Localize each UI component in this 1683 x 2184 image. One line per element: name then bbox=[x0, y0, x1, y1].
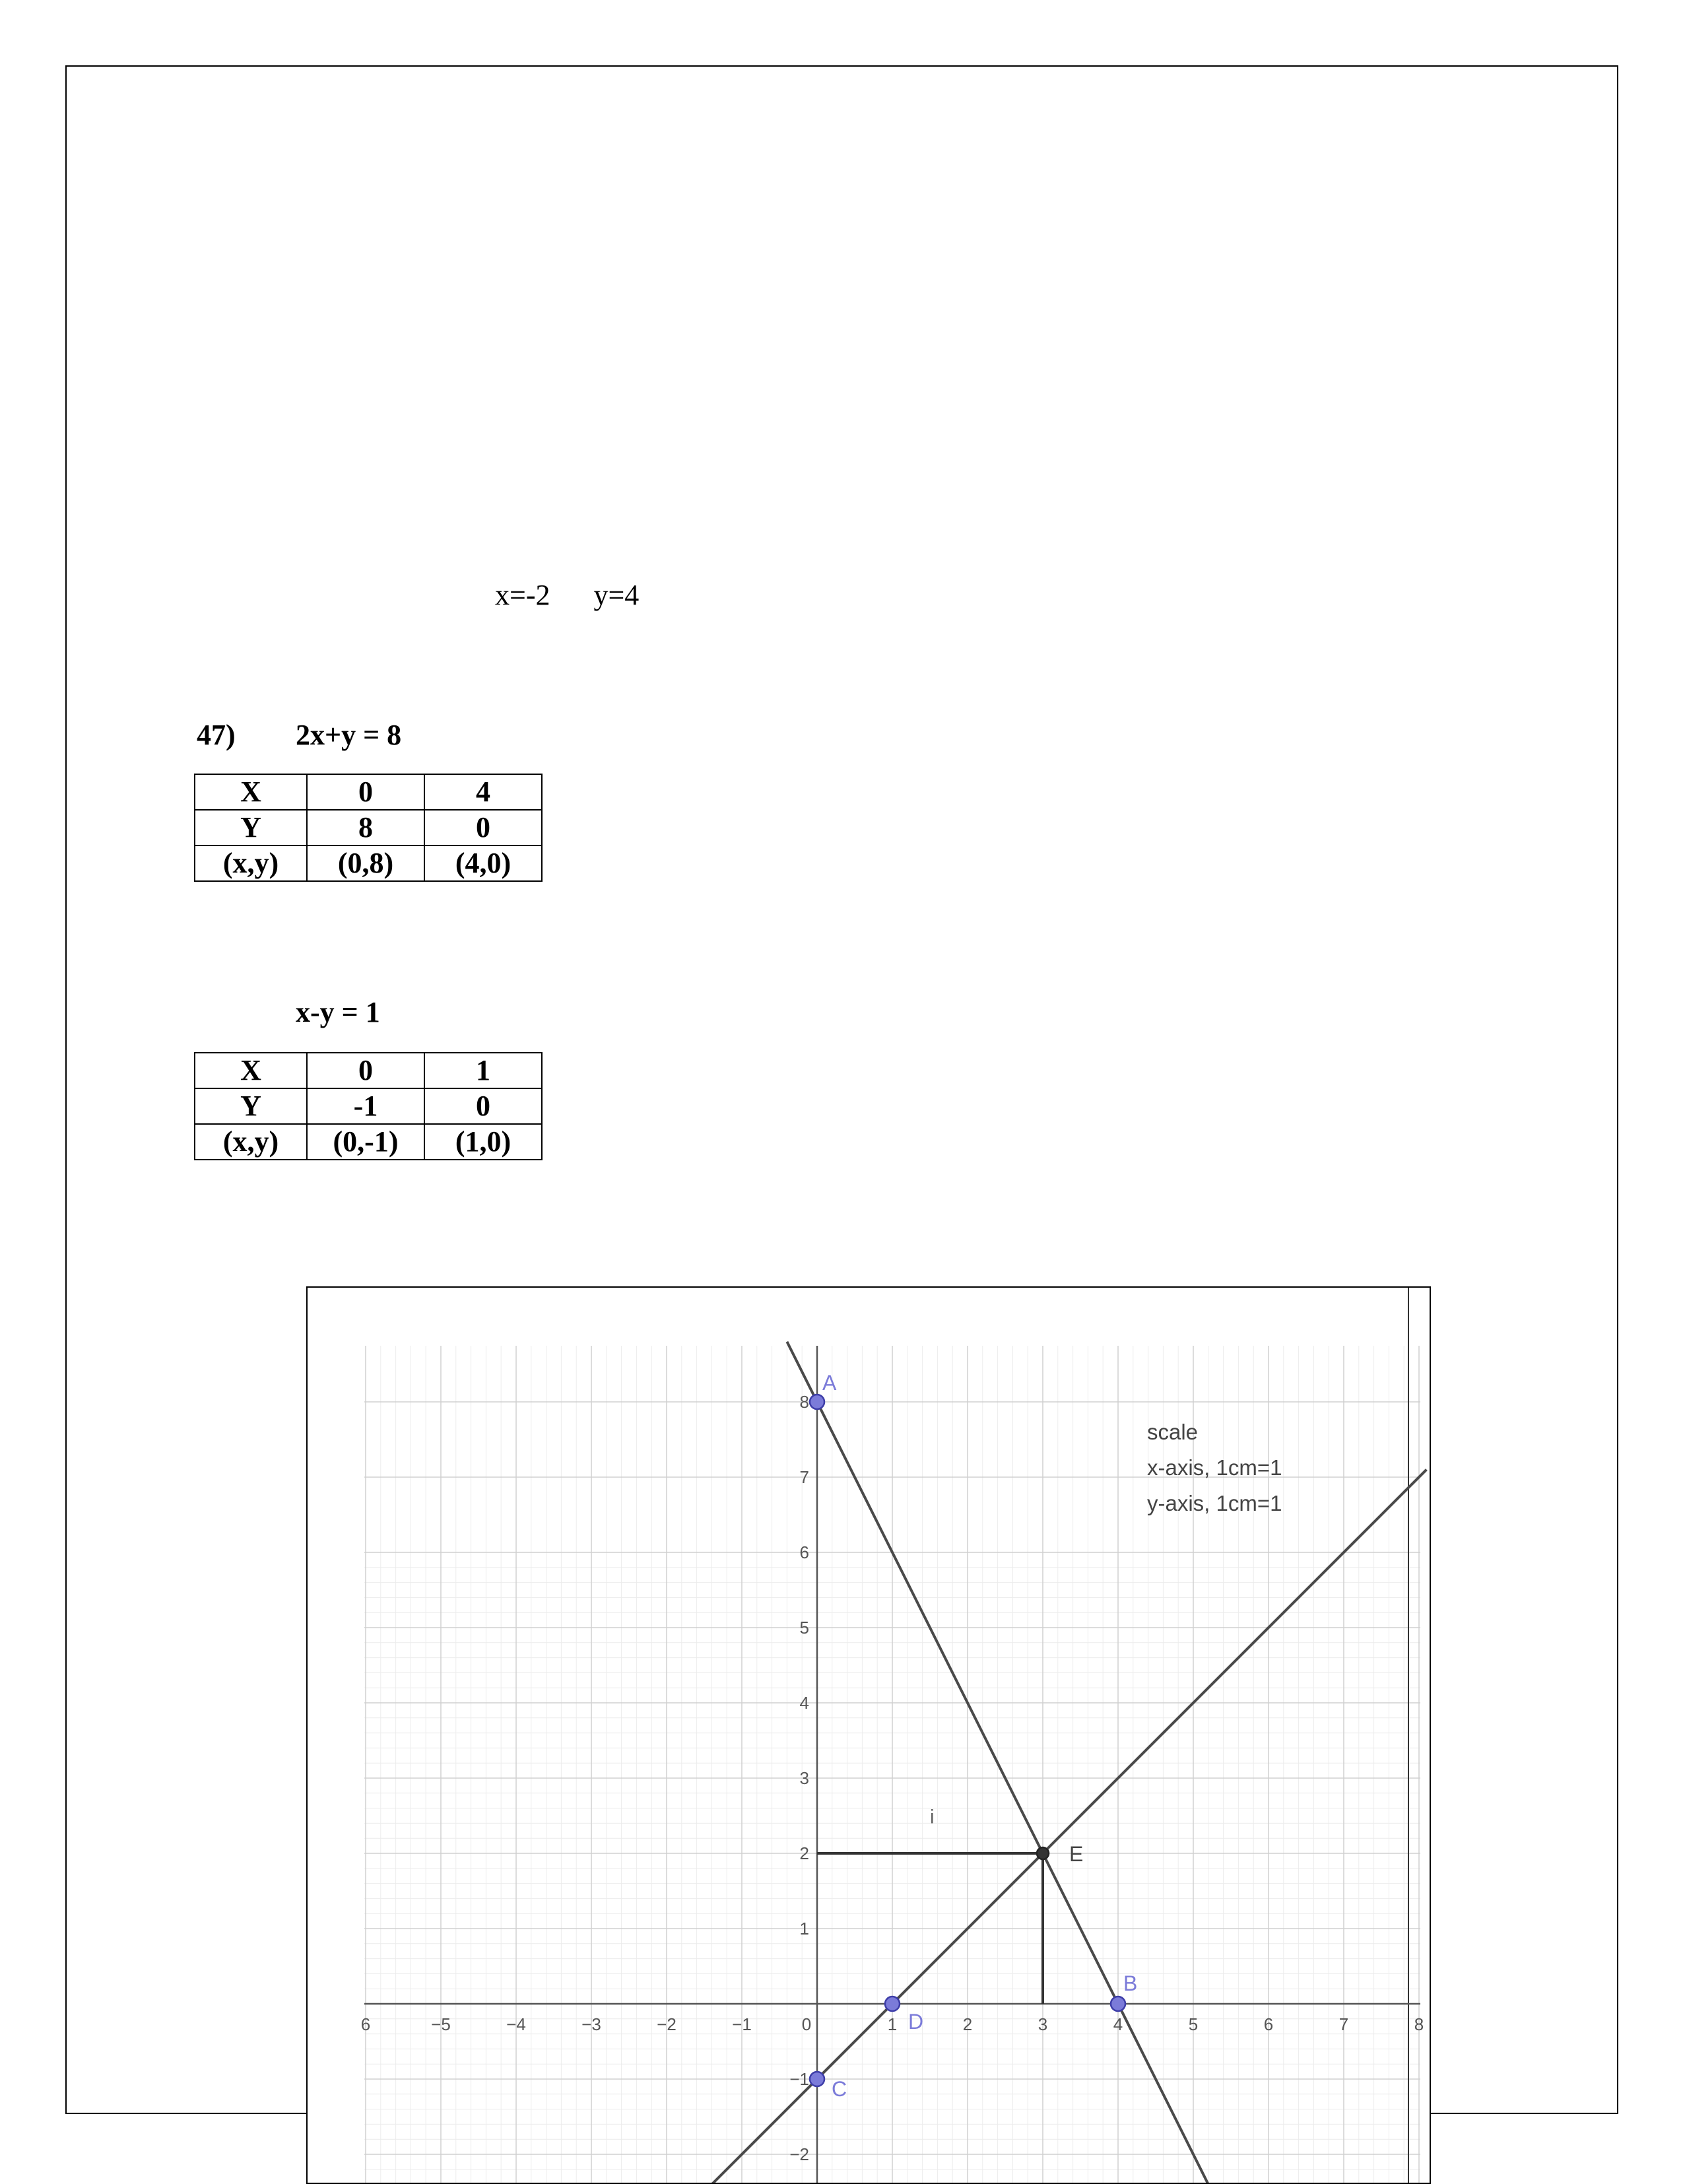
answer-x: x=-2 bbox=[495, 579, 550, 611]
segment-label: i bbox=[930, 1806, 935, 1828]
x-tick-label: −1 bbox=[732, 2014, 752, 2034]
table-cell: 0 bbox=[424, 1088, 542, 1124]
x-tick-label: 2 bbox=[962, 2014, 973, 2034]
point-label-a: A bbox=[822, 1371, 837, 1395]
table-cell: 1 bbox=[424, 1053, 542, 1088]
x-tick-label: −4 bbox=[506, 2014, 526, 2034]
y-tick-label: 2 bbox=[799, 1843, 809, 1863]
table-cell: (x,y) bbox=[195, 845, 307, 881]
table-cell: 0 bbox=[307, 1053, 424, 1088]
table-cell: 0 bbox=[307, 774, 424, 810]
graph-figure bbox=[306, 1286, 1431, 2184]
table-cell: (0,-1) bbox=[307, 1124, 424, 1160]
table-cell: (4,0) bbox=[424, 845, 542, 881]
table-cell: X bbox=[195, 774, 307, 810]
equation-1: 2x+y = 8 bbox=[296, 719, 402, 751]
x-tick-label: −5 bbox=[431, 2014, 451, 2034]
table-row bbox=[195, 774, 542, 810]
y-tick-label: 4 bbox=[799, 1693, 809, 1713]
y-tick-label: 1 bbox=[799, 1919, 809, 1938]
y-tick-label: 8 bbox=[799, 1392, 809, 1412]
values-table-1 bbox=[194, 774, 543, 882]
answer-y: y=4 bbox=[593, 579, 640, 611]
scale-note-line: x-axis, 1cm=1 bbox=[1147, 1455, 1282, 1480]
x-tick-label: 8 bbox=[1414, 2014, 1424, 2034]
table-cell: Y bbox=[195, 810, 307, 845]
scale-note-line: scale bbox=[1147, 1420, 1199, 1444]
x-tick-label: 7 bbox=[1338, 2014, 1349, 2034]
x-tick-label: 6 bbox=[360, 2014, 371, 2034]
table-cell: (x,y) bbox=[195, 1124, 307, 1160]
point-d bbox=[885, 1997, 900, 2011]
table-row bbox=[195, 1088, 542, 1124]
table-cell: -1 bbox=[307, 1088, 424, 1124]
point-label-d: D bbox=[908, 2010, 924, 2034]
x-tick-label: −3 bbox=[581, 2014, 601, 2034]
table-cell: (1,0) bbox=[424, 1124, 542, 1160]
point-a bbox=[810, 1395, 824, 1409]
y-tick-label: 6 bbox=[799, 1542, 809, 1562]
table-cell: (0,8) bbox=[307, 845, 424, 881]
x-tick-label: 6 bbox=[1263, 2014, 1274, 2034]
point-label-b: B bbox=[1123, 1971, 1138, 1995]
y-tick-label: 7 bbox=[799, 1467, 809, 1487]
table-row bbox=[195, 1124, 542, 1160]
table-cell: Y bbox=[195, 1088, 307, 1124]
table-row bbox=[195, 1053, 542, 1088]
table-cell: X bbox=[195, 1053, 307, 1088]
y-tick-label: 5 bbox=[799, 1618, 809, 1638]
table-row bbox=[195, 845, 542, 881]
point-label-e: E bbox=[1069, 1842, 1084, 1866]
x-tick-label: 1 bbox=[887, 2014, 898, 2034]
x-tick-label: −2 bbox=[657, 2014, 676, 2034]
scale-note-line: y-axis, 1cm=1 bbox=[1147, 1491, 1282, 1515]
table-cell: 0 bbox=[424, 810, 542, 845]
point-e bbox=[1037, 1847, 1049, 1859]
table-cell: 4 bbox=[424, 774, 542, 810]
y-tick-label: −2 bbox=[789, 2144, 809, 2164]
coordinate-graph bbox=[308, 1288, 1431, 2184]
y-tick-label: 3 bbox=[799, 1768, 809, 1788]
y-tick-label: −1 bbox=[789, 2069, 809, 2089]
x-tick-label: 5 bbox=[1188, 2014, 1199, 2034]
table-row bbox=[195, 810, 542, 845]
point-c bbox=[810, 2072, 824, 2086]
x-tick-label: 3 bbox=[1038, 2014, 1048, 2034]
answer-line bbox=[495, 578, 639, 612]
x-tick-label: 0 bbox=[801, 2014, 812, 2034]
question-number: 47) bbox=[197, 719, 236, 751]
line-x-minus-y-eq-1 bbox=[667, 1470, 1426, 2184]
point-b bbox=[1111, 1997, 1125, 2011]
values-table-2 bbox=[194, 1052, 543, 1160]
equation-2: x-y = 1 bbox=[296, 996, 380, 1028]
point-label-c: C bbox=[832, 2077, 847, 2101]
x-tick-label: 4 bbox=[1113, 2014, 1123, 2034]
table-cell: 8 bbox=[307, 810, 424, 845]
